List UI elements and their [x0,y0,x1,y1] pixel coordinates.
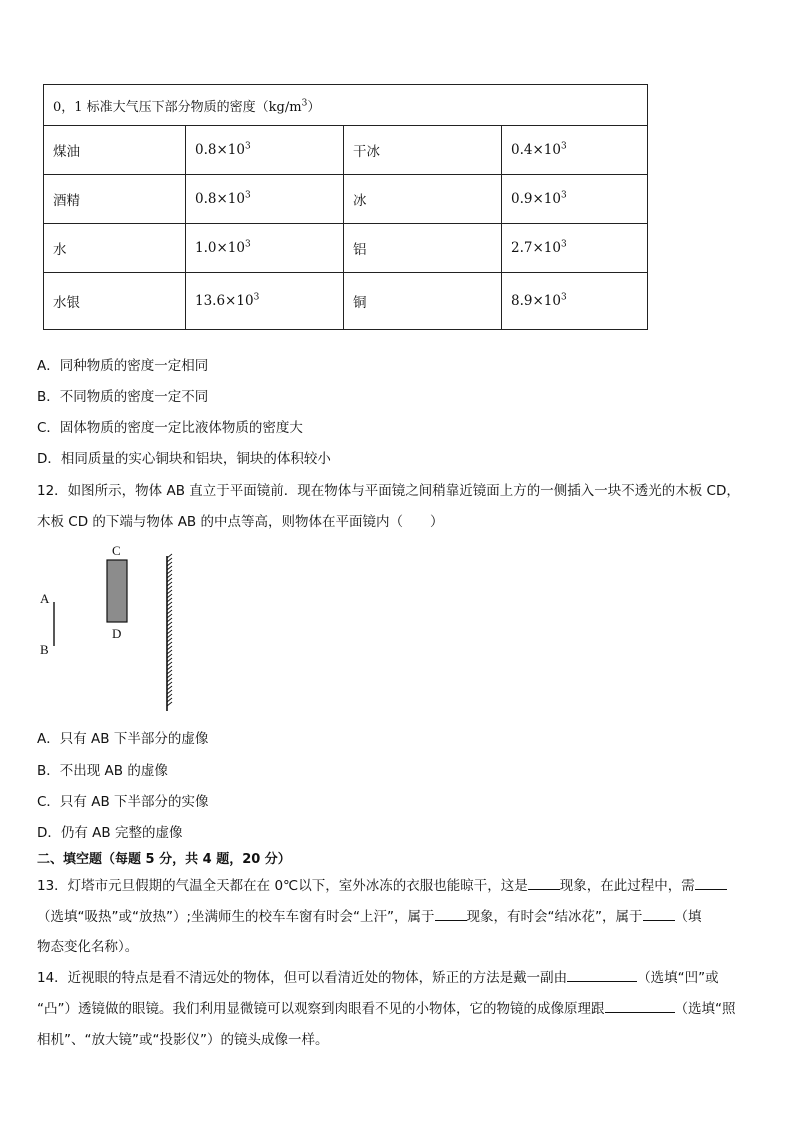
label-c: C [112,543,121,558]
q12-stem-line-2: 木板 CD 的下端与物体 AB 的中点等高，则物体在平面镜内（ ） [37,514,444,530]
density-cell: $13.6\times 10^3$ [186,273,344,330]
q14-blank-2[interactable] [605,1000,675,1013]
q11-option-b: B．不同物质的密度一定不同 [37,389,209,405]
label-d: D [112,626,122,641]
q13-line-2: （选填“吸热”或“放热”）;坐满师生的校车车窗有时会“上汗”，属于 现象，有时会“结冰花”，属于 （填 [37,909,702,925]
section-title: 二、填空题（每题 5 分，共 4 题，20 分） [37,852,291,867]
substance-cell: 水银 [44,273,186,330]
q13-blank-2[interactable] [695,877,727,890]
q13-blank-1[interactable] [528,877,560,890]
substance-cell: 水 [44,224,186,273]
q13-blank-3[interactable] [435,908,467,921]
table-row [44,273,648,330]
mirror-diagram [30,538,190,718]
q11-option-c: C．固体物质的密度一定比液体物质的密度大 [37,420,303,436]
density-cell: $8.9\times 10^3$ [502,273,648,330]
label-b: B [40,642,49,657]
board-cd [107,560,127,622]
density-cell: $2.7\times 10^3$ [502,224,648,273]
table-row [44,175,648,224]
q13-line-1: 13．灯塔市元旦假期的气温全天都在在 0℃以下，室外冰冻的衣服也能晾干，这是 现象，在此过程中，需 [37,874,727,894]
q12-option-c: C．只有 AB 下半部分的实像 [37,794,209,810]
q13-line-3: 物态变化名称）。 [37,939,139,955]
density-cell: $0.8\times 10^3$ [186,126,344,175]
q14-line-2: “凸”）透镜做的眼镜。我们利用显微镜可以观察到肉眼看不见的小物体，它的物镜的成像原理跟 （选填“照 [37,1001,736,1017]
mirror-figure [30,538,190,718]
q14-line-1: 14．近视眼的特点是看不清远处的物体，但可以看清近处的物体，矫正的方法是戴一副由 （选填“凹”或 [37,970,719,986]
q14-blank-1[interactable] [567,969,637,982]
density-cell: $1.0\times 10^3$ [186,224,344,273]
q13-blank-4[interactable] [643,908,675,921]
substance-cell: 铜 [344,273,502,330]
substance-cell: 铝 [344,224,502,273]
substance-cell: 煤油 [44,126,186,175]
table-row [44,224,648,273]
label-a: A [40,591,50,606]
q12-option-b: B．不出现 AB 的虚像 [37,763,168,779]
substance-cell: 冰 [344,175,502,224]
density-cell: $0.4\times 10^3$ [502,126,648,175]
substance-cell: 干冰 [344,126,502,175]
substance-cell: 酒精 [44,175,186,224]
q12-option-d: D．仍有 AB 完整的虚像 [37,825,183,841]
q12-option-a: A．只有 AB 下半部分的虚像 [37,731,209,747]
table-row [44,126,648,175]
q12-stem-line-1: 12．如图所示，物体 AB 直立于平面镜前．现在物体与平面镜之间稍靠近镜面上方的一侧插入一块不透光的木板 CD， [37,483,740,499]
density-cell: $0.8\times 10^3$ [186,175,344,224]
q14-line-3: 相机”、“放大镜”或“投影仪”）的镜头成像一样。 [37,1032,329,1048]
q11-option-a: A．同种物质的密度一定相同 [37,358,209,374]
density-cell: $0.9\times 10^3$ [502,175,648,224]
table-caption: 0，1 标准大气压下部分物质的密度$(kg/m^3)$ [44,85,648,126]
q11-option-d: D．相同质量的实心铜块和铝块，铜块的体积较小 [37,451,331,467]
density-table [43,84,648,330]
